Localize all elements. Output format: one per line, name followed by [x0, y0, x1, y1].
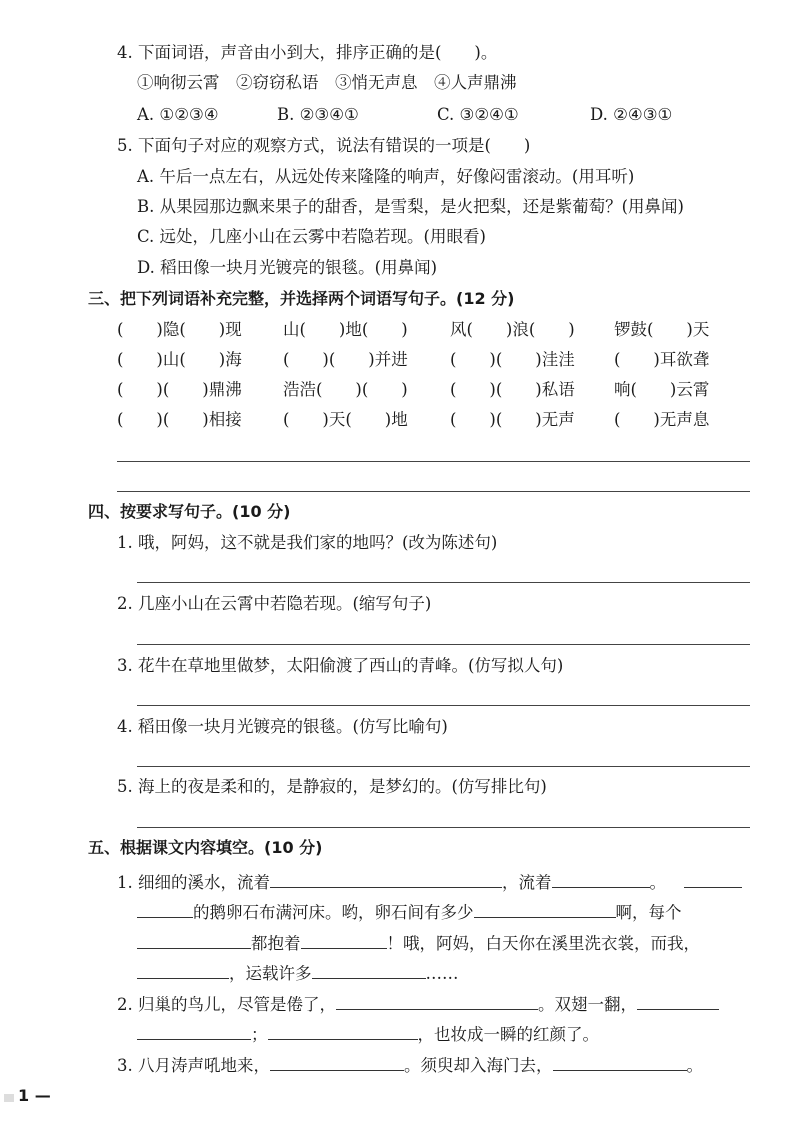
- q5-stem: 5. 下面句子对应的观察方式，说法有错误的一项是( ): [117, 136, 531, 155]
- s3-cell: ( )天( )地: [283, 410, 408, 429]
- text: 啊，每个: [615, 903, 682, 922]
- answer-line[interactable]: [137, 766, 750, 767]
- q4-option-b: B. ②③④①: [277, 105, 359, 124]
- fill-blank[interactable]: [474, 899, 616, 918]
- fill-blank[interactable]: [270, 1052, 404, 1071]
- q4-items: ①响彻云霄 ②窃窃私语 ③悄无声息 ④人声鼎沸: [137, 73, 517, 92]
- s3-cell: ( )( )洼洼: [450, 350, 575, 369]
- s3-cell: ( )隐( )现: [117, 320, 242, 339]
- section-4-title: 四、按要求写句子。(10 分): [88, 502, 291, 521]
- page-number: 1 —: [18, 1086, 51, 1105]
- s4-item: 4. 稻田像一块月光镀亮的银毯。(仿写比喻句): [117, 717, 448, 736]
- text: 。须臾却入海门去，: [404, 1056, 553, 1075]
- fill-blank[interactable]: [137, 930, 251, 949]
- s3-cell: 浩浩( )( ): [283, 380, 408, 399]
- answer-line[interactable]: [137, 827, 750, 828]
- q4-option-c: C. ③②④①: [437, 105, 519, 124]
- s3-cell: ( )耳欲聋: [614, 350, 710, 369]
- s4-item: 1. 哦，阿妈，这不就是我们家的地吗？(改为陈述句): [117, 533, 498, 552]
- s3-cell: ( )( )鼎沸: [117, 380, 242, 399]
- text: 都抱着: [251, 934, 301, 953]
- s3-cell: 风( )浪( ): [450, 320, 575, 339]
- fill-blank[interactable]: [268, 1021, 418, 1040]
- text: 。双翅一翻，: [538, 995, 637, 1014]
- s3-cell: 响( )云霄: [614, 380, 710, 399]
- fill-blank[interactable]: [137, 899, 193, 918]
- fill-blank[interactable]: [684, 869, 742, 888]
- fill-blank[interactable]: [552, 869, 650, 888]
- text: 2. 归巢的鸟儿，尽管是倦了，: [117, 995, 336, 1014]
- fill-blank[interactable]: [270, 869, 502, 888]
- s5-p1-line1: [117, 869, 742, 894]
- s3-cell: ( )( )并进: [283, 350, 408, 369]
- corner-mark: [4, 1094, 14, 1102]
- q4-option-d: D. ②④③①: [590, 105, 673, 124]
- fill-blank[interactable]: [336, 991, 538, 1010]
- s3-cell: ( )( )私语: [450, 380, 575, 399]
- s5-p1-line2: [137, 899, 682, 924]
- text: 的鹅卵石布满河床。哟，卵石间有多少: [193, 903, 474, 922]
- q5-option-c: C. 远处，几座小山在云雾中若隐若现。(用眼看): [137, 227, 486, 246]
- s3-cell: ( )无声息: [614, 410, 710, 429]
- text: 。: [686, 1056, 703, 1075]
- s3-cell: 山( )地( ): [283, 320, 408, 339]
- answer-line[interactable]: [137, 582, 750, 583]
- q5-option-a: A. 午后一点左右，从远处传来隆隆的响声，好像闷雷滚动。(用耳听): [137, 167, 635, 186]
- fill-blank[interactable]: [137, 960, 229, 979]
- s3-cell: ( )( )无声: [450, 410, 575, 429]
- s5-p1-line3: [137, 930, 700, 955]
- text: 。: [649, 873, 666, 892]
- answer-line[interactable]: [117, 461, 750, 462]
- fill-blank[interactable]: [637, 991, 719, 1010]
- fill-blank[interactable]: [553, 1052, 687, 1071]
- s5-p3-line1: [117, 1052, 703, 1077]
- fill-blank[interactable]: [137, 1021, 251, 1040]
- section-5-title: 五、根据课文内容填空。(10 分): [88, 838, 323, 857]
- s3-cell: ( )山( )海: [117, 350, 242, 369]
- q5-option-d: D. 稻田像一块月光镀亮的银毯。(用鼻闻): [137, 258, 438, 277]
- s3-cell: ( )( )相接: [117, 410, 242, 429]
- text: ！哦，阿妈，白天你在溪里洗衣裳，而我，: [386, 934, 700, 953]
- s5-p2-line2: [137, 1021, 599, 1046]
- text: ，也妆成一瞬的红颜了。: [417, 1025, 599, 1044]
- text: ……: [425, 964, 459, 983]
- s4-item: 3. 花牛在草地里做梦，太阳偷渡了西山的青峰。(仿写拟人句): [117, 656, 564, 675]
- text: 3. 八月涛声吼地来，: [117, 1056, 270, 1075]
- text: ，运载许多: [229, 964, 312, 983]
- section-3-title: 三、把下列词语补充完整，并选择两个词语写句子。(12 分): [88, 289, 515, 308]
- s5-p2-line1: [117, 991, 719, 1016]
- fill-blank[interactable]: [312, 960, 426, 979]
- answer-line[interactable]: [137, 644, 750, 645]
- answer-line[interactable]: [117, 491, 750, 492]
- fill-blank[interactable]: [301, 930, 387, 949]
- answer-line[interactable]: [137, 705, 750, 706]
- s4-item: 2. 几座小山在云霄中若隐若现。(缩写句子): [117, 594, 432, 613]
- text: 1. 细细的溪水，流着: [117, 873, 270, 892]
- text: ，流着: [502, 873, 552, 892]
- s3-cell: 锣鼓( )天: [614, 320, 710, 339]
- text: ；: [251, 1025, 268, 1044]
- q5-option-b: B. 从果园那边飘来果子的甜香，是雪梨，是火把梨，还是紫葡萄？(用鼻闻): [137, 197, 684, 216]
- q4-stem: 4. 下面词语，声音由小到大，排序正确的是( )。: [117, 43, 498, 62]
- s4-item: 5. 海上的夜是柔和的，是静寂的，是梦幻的。(仿写排比句): [117, 777, 547, 796]
- q4-option-a: A. ①②③④: [137, 105, 219, 124]
- s5-p1-line4: [137, 960, 459, 985]
